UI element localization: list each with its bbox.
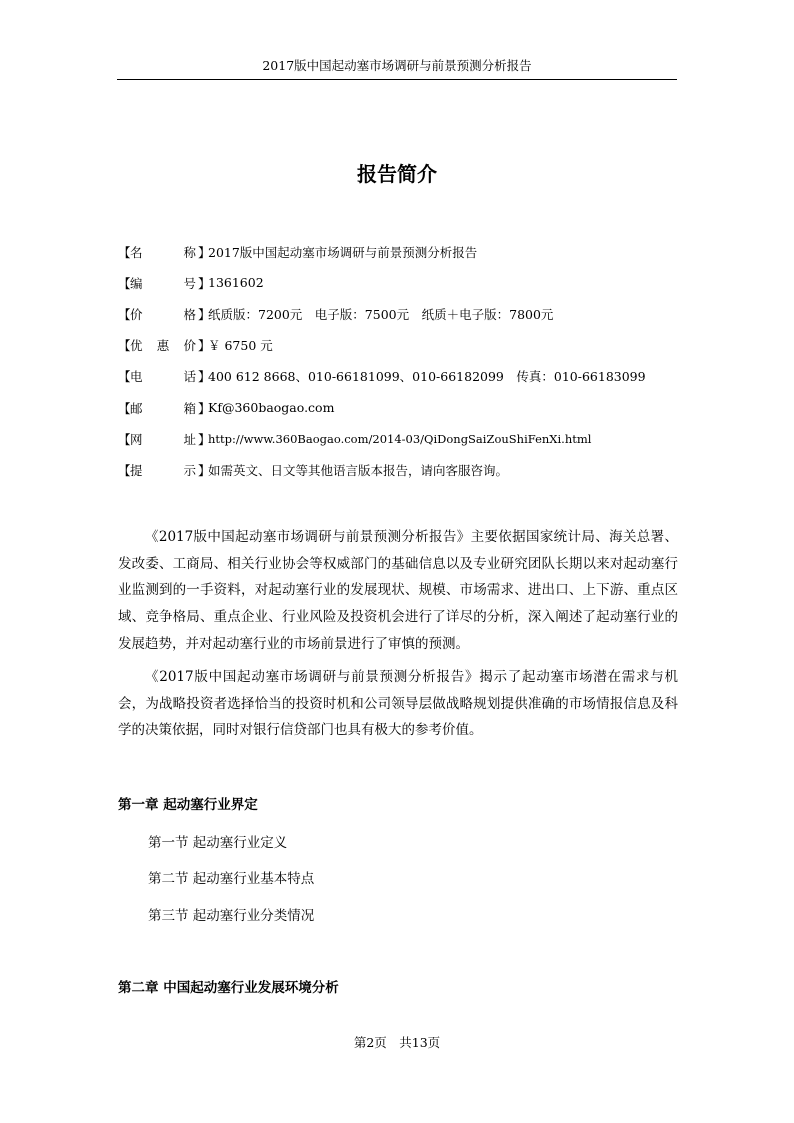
info-label-text: 名 称	[130, 244, 196, 260]
info-value-email[interactable]: Kf@360baogao.com	[208, 400, 335, 416]
info-row-tip	[118, 454, 678, 485]
info-value-name: 2017版中国起动塞市场调研与前景预测分析报告	[208, 244, 478, 260]
info-value-price: 纸质版：7200元 电子版：7500元 纸质＋电子版：7800元	[208, 306, 554, 322]
info-value-url[interactable]: http://www.360Baogao.com/2014-03/QiDongSaiZouShiFenXi.html	[208, 431, 592, 446]
page-title: 报告简介	[357, 162, 437, 186]
info-label-text: 电 话	[130, 369, 196, 385]
info-row-discount	[118, 330, 678, 361]
info-label: 【 邮 箱 】	[118, 400, 211, 416]
info-label: 【 价 格 】	[118, 306, 211, 322]
info-label-text: 价 格	[130, 306, 196, 322]
info-label: 【 优 惠 价 】	[118, 338, 211, 354]
info-row-email	[118, 392, 678, 423]
intro-paragraph: 《2017版中国起动塞市场调研与前景预测分析报告》揭示了起动塞市场潜在需求与机会，为战略投资者选择恰当的投资时机和公司领导层做战略规划提供准确的市场情报信息及科学的决策依据，同时对银行信贷部门也具有极大的参考价值。	[118, 669, 678, 739]
info-row-url	[118, 423, 678, 454]
report-info-table	[118, 236, 678, 486]
running-header: 2017版中国起动塞市场调研与前景预测分析报告	[262, 58, 532, 73]
info-row-code	[118, 267, 678, 298]
info-row-phone	[118, 361, 678, 392]
info-label: 【 名 称 】	[118, 244, 211, 260]
toc-chapter-heading: 第二章 中国起动塞行业发展环境分析	[118, 980, 339, 996]
toc-section: 第二节 起动塞行业基本特点	[148, 871, 315, 887]
info-value-tip: 如需英文、日文等其他语言版本报告，请向客服咨询。	[208, 462, 509, 478]
info-label-text: 邮 箱	[130, 400, 196, 416]
info-value-code: 1361602	[208, 275, 264, 291]
info-label: 【 编 号 】	[118, 275, 211, 291]
info-value-phone: 400 612 8668、010-66181099、010-66182099 传真：010-66183099	[208, 369, 646, 385]
page-number-footer: 第2页 共13页	[353, 1035, 441, 1050]
info-value-discount: ￥ 6750 元	[208, 338, 273, 354]
info-label: 【 网 址 】	[118, 431, 211, 447]
info-label: 【 电 话 】	[118, 369, 211, 385]
toc-section: 第三节 起动塞行业分类情况	[148, 908, 315, 924]
intro-paragraph: 《2017版中国起动塞市场调研与前景预测分析报告》主要依据国家统计局、海关总署、发改委、工商局、相关行业协会等权威部门的基础信息以及专业研究团队长期以来对起动塞行业监测到的一手资料，对起动塞行业的发展现状、规模、市场需求、进出口、上下游、重点区域、竞争格局、重点企业、行业风险及投资机会进行了详尽的分析，深入阐述了起动塞行业的发展趋势，并对起动塞行业的市场前景进行了审慎的预测。	[118, 529, 678, 652]
info-label-text: 优 惠 价	[130, 338, 196, 354]
header-rule	[117, 79, 677, 80]
toc-section: 第一节 起动塞行业定义	[148, 835, 288, 851]
info-row-price	[118, 298, 678, 329]
info-label-text: 编 号	[130, 275, 196, 291]
info-label-text: 网 址	[130, 431, 196, 447]
info-row-name	[118, 236, 678, 267]
info-label: 【 提 示 】	[118, 462, 211, 478]
toc-chapter-heading: 第一章 起动塞行业界定	[118, 797, 258, 813]
info-label-text: 提 示	[130, 462, 196, 478]
